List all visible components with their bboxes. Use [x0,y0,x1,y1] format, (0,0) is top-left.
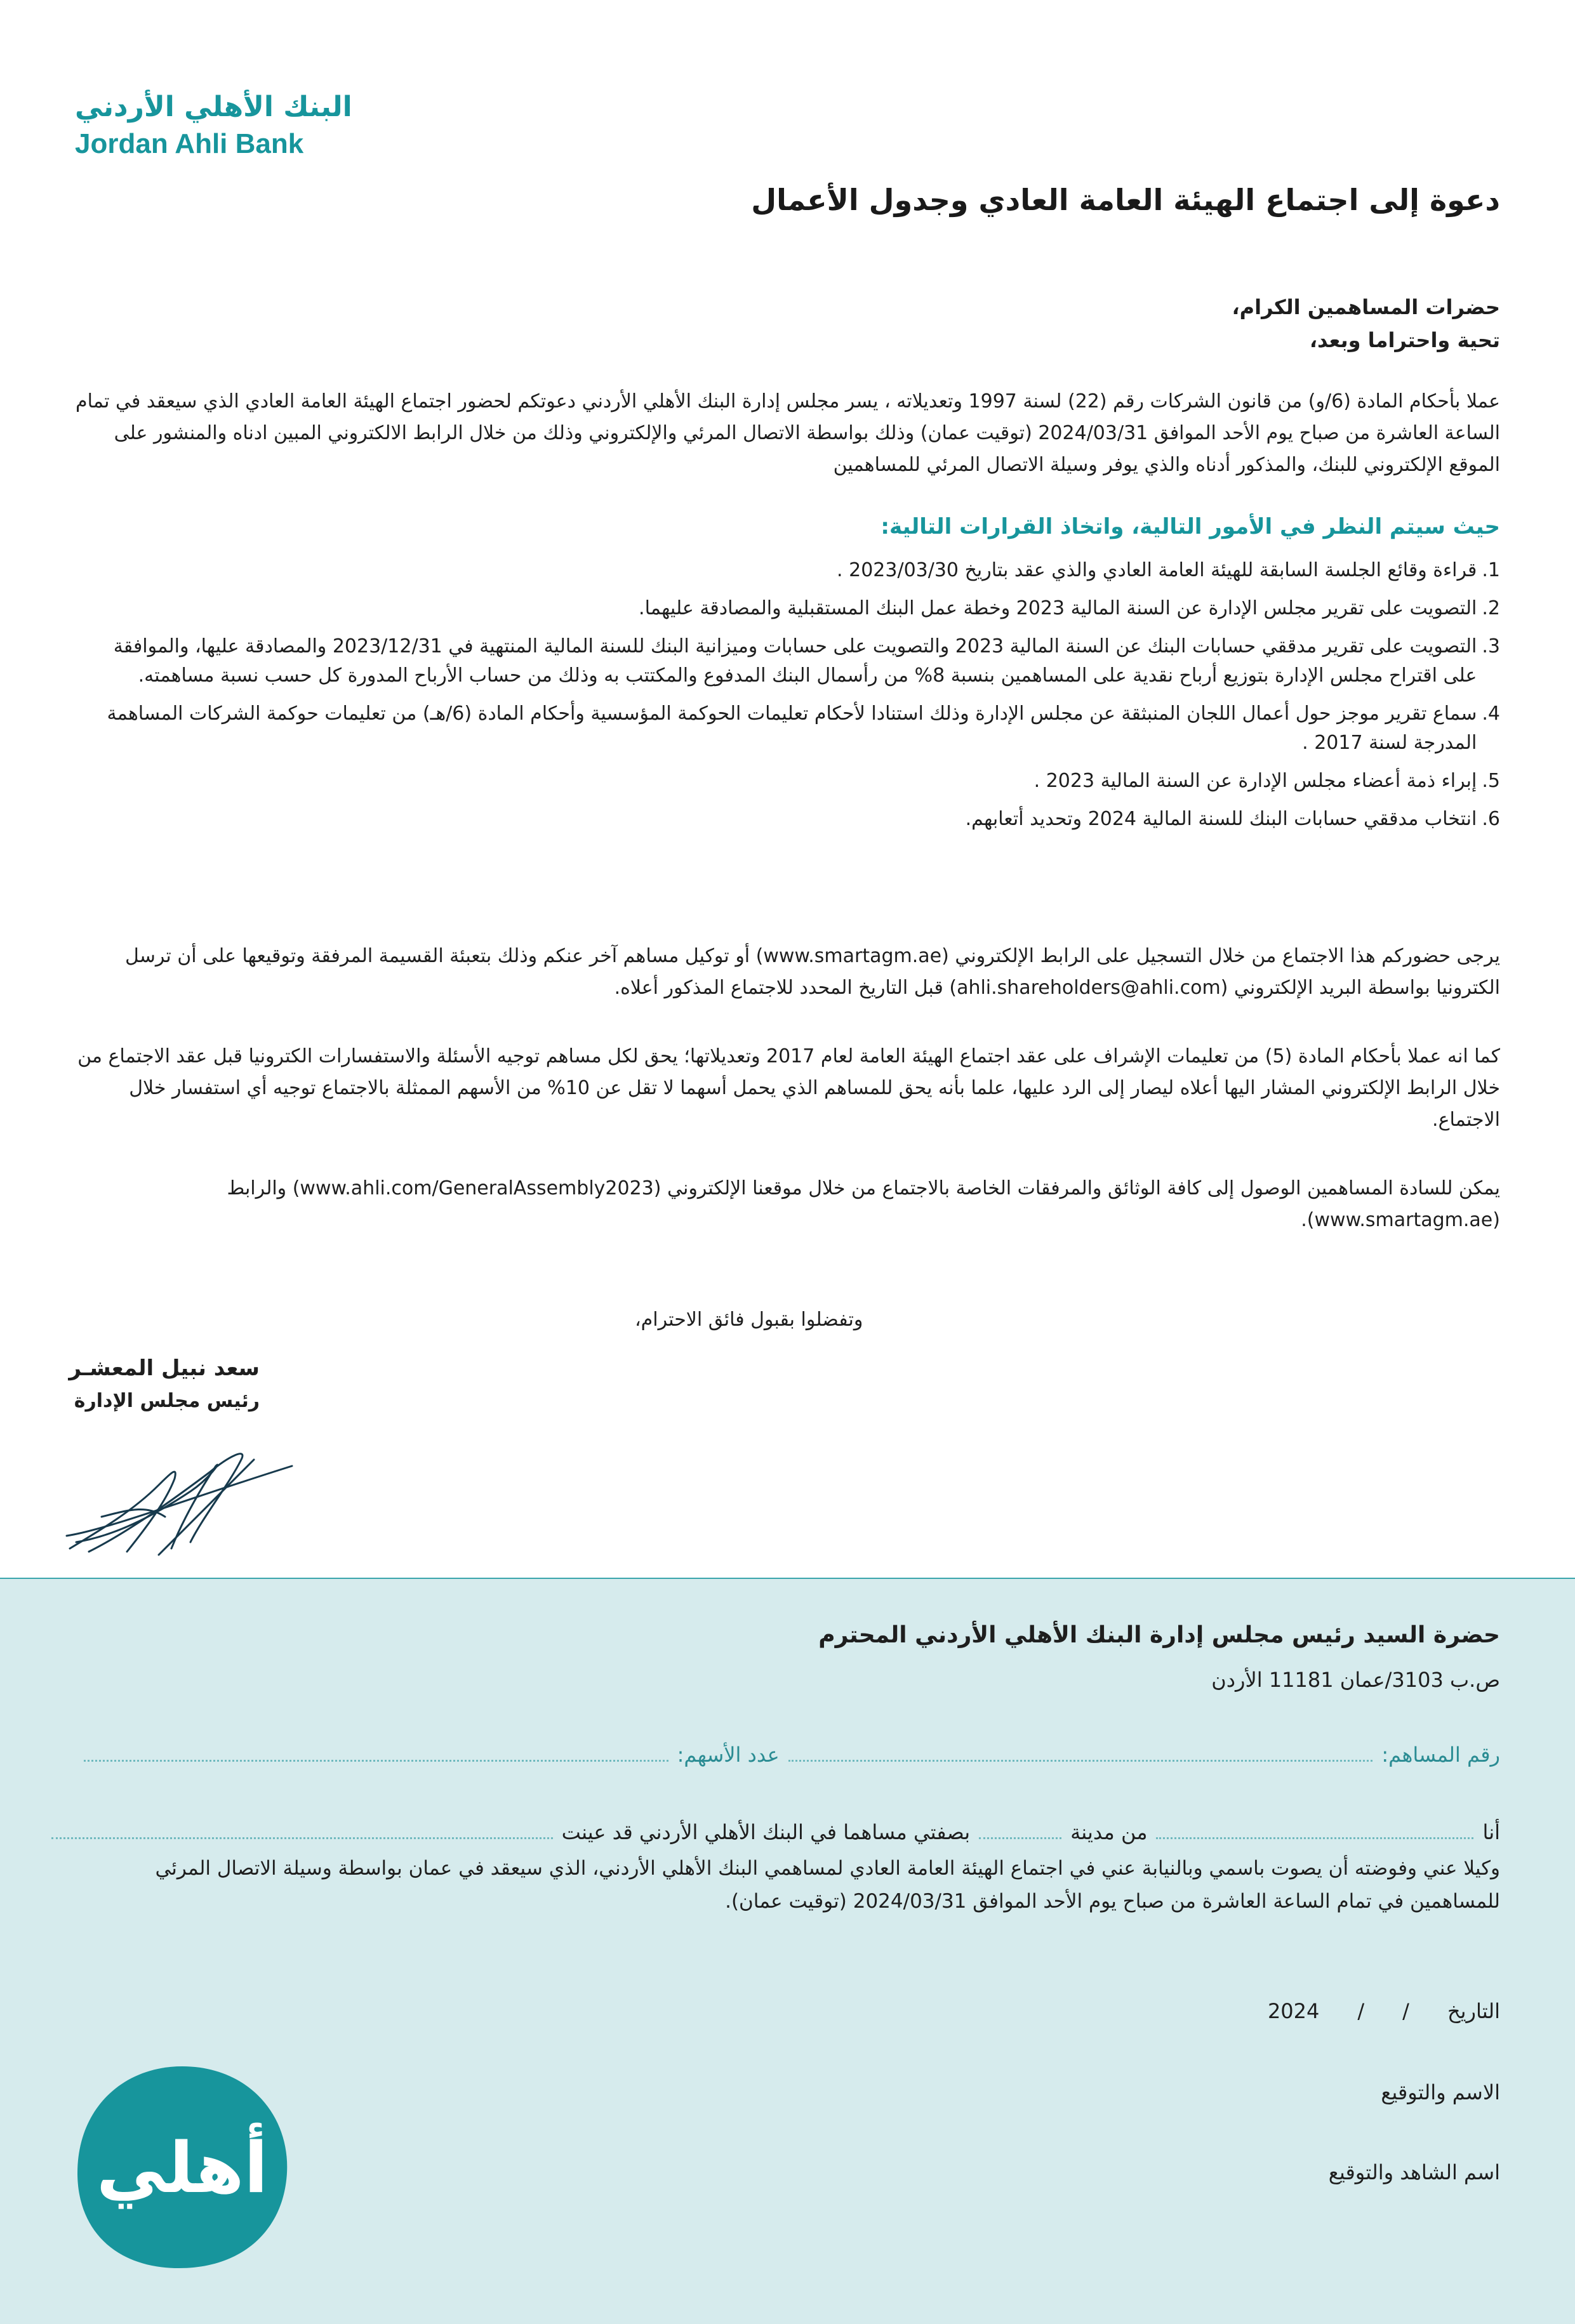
documents-paragraph: يمكن للسادة المساهمين الوصول إلى كافة الوثائق والمرفقات الخاصة بالاجتماع من خلال موقعنا الإلكتروني (www.ahli.com/GeneralAssembly2023) والرابط (www.smartagm.ae). [227,1177,1500,1231]
shareholder-info-row [75,1743,1500,1767]
agenda-item [75,805,1500,834]
agenda-item-text: التصويت على تقرير مجلس الإدارة عن السنة المالية 2023 وخطة عمل البنك المستقبلية والمصادقة عليهما. [639,597,1477,619]
shareholder-number-field[interactable] [788,1755,1373,1762]
intro-paragraph: عملا بأحكام المادة (6/و) من قانون الشركات رقم (22) لسنة 1997 وتعديلاته ، يسر مجلس إدارة البنك الأهلي الأردني دعوتكم لحضور اجتماع الهيئة العامة العادي الذي سيعقد في تمام الساعة العاشرة من صباح يوم الأحد الموافق 2024/03/31 (توقيت عمان) وذلك بواسطة الاتصال المرئي والإلكتروني وذلك من خلال الرابط الالكتروني المبين ادناه والمنشور على الموقع الإلكتروني للبنك، والمذكور أدناه والذي يوفر وسيلة الاتصال المرئي للمساهمين [76,390,1500,476]
i-label: أنا [1482,1820,1500,1844]
date-year: 2024 [1267,1999,1320,2023]
agenda-item-text: سماع تقرير موجز حول أعمال اللجان المنبثقة عن مجلس الإدارة وذلك استنادا لأحكام تعليمات الحوكمة المؤسسية وأحكام المادة (6/هـ) من تعليمات حوكمة الشركات المساهمة المدرجة لسنة 2017 . [107,703,1477,754]
handwritten-signature [63,1441,298,1561]
agenda-item-number: 5. [1482,770,1500,792]
shareholder-name-field[interactable] [1156,1833,1473,1839]
city-field[interactable] [979,1833,1061,1839]
date-row [1268,1999,1500,2023]
ahli-logo-text: أهلي [96,2127,269,2208]
greeting-line-2: تحية واحتراما وبعد، [1309,328,1500,352]
name-signature-label: الاسم والتوقيع [1381,2080,1500,2104]
appointment-row [75,1820,1500,1844]
bank-logo [75,89,352,162]
registration-paragraph: يرجى حضوركم هذا الاجتماع من خلال التسجيل على الرابط الإلكتروني (www.smartagm.ae) أو توكيل مساهم آخر عنكم وذلك بتعبئة القسيمة المرفقة وتوقيعها على أن ترسل الكترونيا بواسطة البريد الإلكتروني (ahli.shareholders@ahli.com) قبل التاريخ المحدد للاجتماع المذكور أعلاه. [124,945,1500,999]
greeting-line-1: حضرات المساهمين الكرام، [1232,295,1500,319]
greeting [75,291,1500,357]
agenda-item-text: إبراء ذمة أعضاء مجلس الإدارة عن السنة المالية 2023 . [1033,770,1477,792]
agenda-heading: حيث سيتم النظر في الأمور التالية، واتخاذ القرارات التالية: [881,514,1500,539]
date-label: التاريخ [1447,1999,1500,2023]
shares-count-label: عدد الأسهم: [677,1743,780,1767]
agenda-item-text: انتخاب مدققي حسابات البنك للسنة المالية 2024 وتحديد أتعابهم. [965,808,1477,830]
bank-name-english: Jordan Ahli Bank [75,128,304,159]
agenda-list [75,556,1500,843]
proxy-name-field[interactable] [51,1833,553,1839]
shareholder-number-label: رقم المساهم: [1381,1743,1500,1767]
closing-line: وتفضلوا بقبول فائق الاحترام، [635,1309,863,1331]
agenda-item [75,767,1500,796]
agenda-item [75,594,1500,623]
shares-count-field[interactable] [84,1755,668,1762]
form-addressee: حضرة السيد رئيس مجلس إدارة البنك الأهلي الأردني المحترم [818,1622,1500,1648]
signatory-role: رئيس مجلس الإدارة [74,1390,260,1412]
date-separator: / [1357,1999,1365,2023]
agenda-item [75,556,1500,585]
agenda-item-number: 4. [1482,703,1500,725]
agenda-item [75,632,1500,690]
agenda-item [75,699,1500,758]
agenda-item-text: قراءة وقائع الجلسة السابقة للهيئة العامة العادي والذي عقد بتاريخ 2023/03/30 . [837,559,1477,581]
city-label: من مدينة [1070,1820,1148,1844]
form-address: ص.ب 3103/عمان 11181 الأردن [1211,1668,1500,1692]
agenda-item-number: 3. [1482,635,1500,657]
bank-name-arabic: البنك الأهلي الأردني [75,91,352,123]
ahli-logo-mark [71,2059,293,2274]
capacity-text: بصفتي مساهما في البنك الأهلي الأردني قد عينت [561,1820,971,1844]
page-title: دعوة إلى اجتماع الهيئة العامة العادي وجدول الأعمال [751,183,1500,217]
signatory-name: سعد نبيل المعشـر [69,1356,260,1381]
agenda-item-number: 1. [1482,559,1500,581]
date-separator: / [1402,1999,1409,2023]
agenda-item-text: التصويت على تقرير مدققي حسابات البنك عن السنة المالية 2023 والتصويت على حسابات وميزانية البنك للسنة المالية المنتهية في 2023/12/31 والمصادقة عليها، والموافقة على اقتراح مجلس الإدارة بتوزيع أرباح نقدية على المساهمين بنسبة 8% من رأسمال البنك المدفوع والمكتتب به وذلك من حساب الأرباح المدورة كل حسب نسبة مساهمته. [113,635,1477,687]
questions-paragraph: كما انه عملا بأحكام المادة (5) من تعليمات الإشراف على عقد اجتماع الهيئة العامة لعام 2017 وتعديلاتها؛ يحق لكل مساهم توجيه الأسئلة والاستفسارات الكترونيا قبل عقد الاجتماع من خلال الرابط الإلكتروني المشار اليها أعلاه ليصار إلى الرد عليها، علما بأنه يحق للمساهم الذي يحمل أسهما لا تقل عن 10% من الأسهم الممثلة بالاجتماع توجيه أي استفسار خلال الاجتماع. [77,1045,1500,1131]
witness-signature-label: اسم الشاهد والتوقيع [1328,2160,1500,2184]
delegation-text: وكيلا عني وفوضته أن يصوت باسمي وبالنيابة عني في اجتماع الهيئة العامة العادي لمساهمي البنك الأهلي الأردني، الذي سيعقد في عمان بواسطة وسيلة الاتصال المرئي للمساهمين في تمام الساعة العاشرة من صباح يوم الأحد الموافق 2024/03/31 (توقيت عمان). [155,1857,1500,1913]
agenda-item-number: 6. [1482,808,1500,830]
agenda-item-number: 2. [1482,597,1500,619]
